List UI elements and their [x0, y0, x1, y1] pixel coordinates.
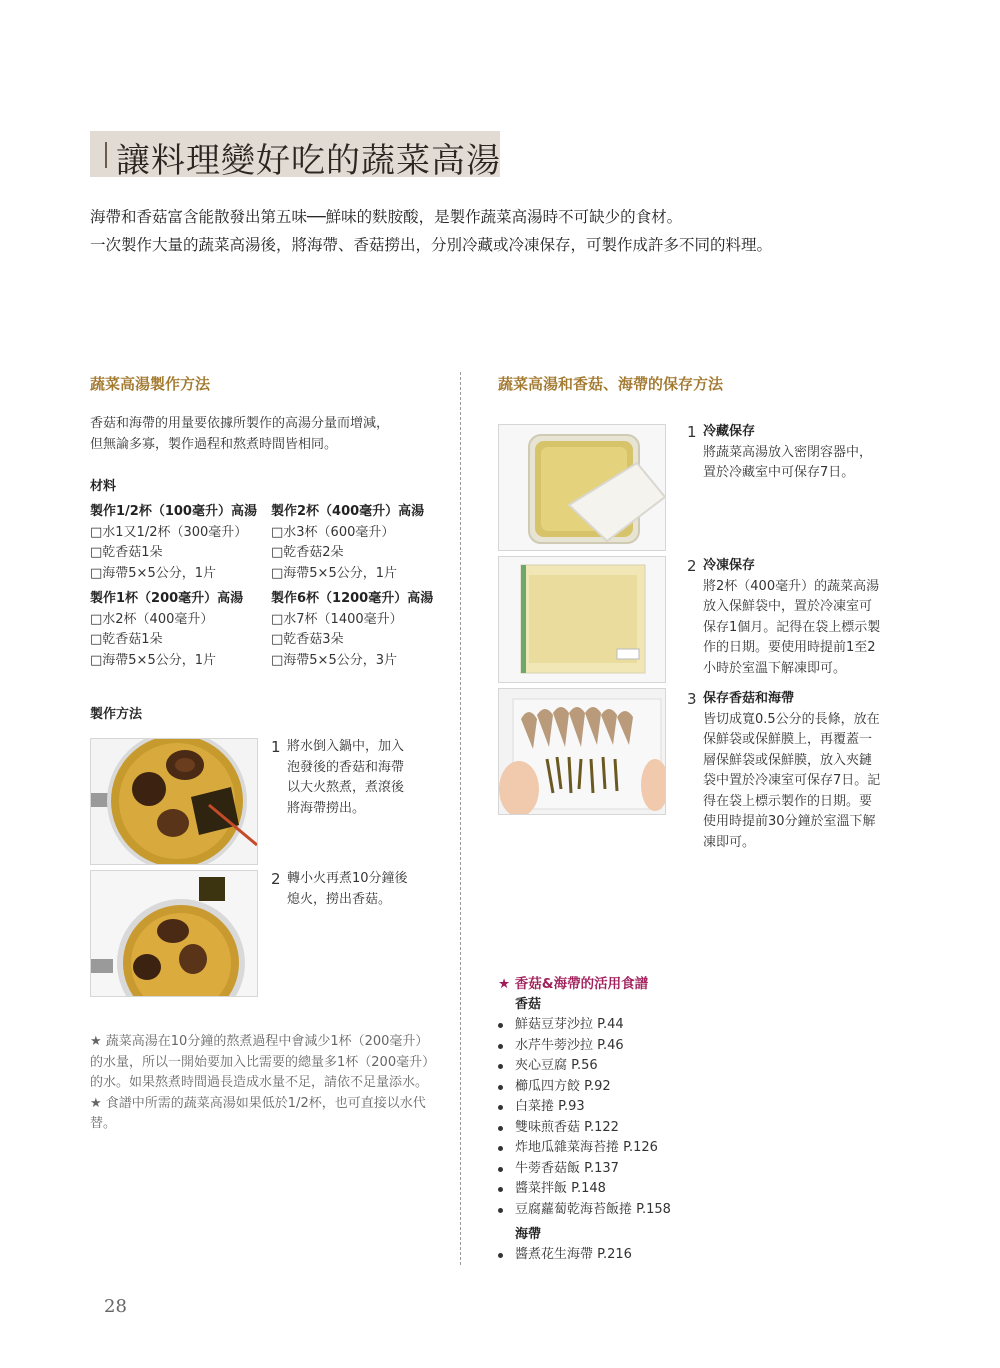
material-item: □海帶5×5公分，3片	[271, 652, 397, 668]
item-line: 袋中置於冷凍室可保存7日。記	[703, 773, 881, 788]
step-line: 將海帶撈出。	[287, 800, 366, 816]
step1-text	[287, 737, 404, 819]
item-line: 凍即可。	[703, 834, 756, 850]
title-banner	[90, 131, 501, 181]
step-number: 2	[271, 870, 281, 888]
item-title: 保存香菇和海帶	[703, 691, 795, 706]
recipe-link: 白菜捲 P.93	[498, 1097, 671, 1118]
kelp-label: 海帶	[515, 1227, 542, 1242]
step-line: 轉小火再煮10分鐘後	[287, 871, 408, 886]
materials-group	[90, 589, 243, 671]
material-item: □水3杯（600毫升）	[271, 524, 395, 540]
group-title: 製作1/2杯（100毫升）高湯	[90, 504, 257, 519]
recipe-link: 櫛瓜四方餃 P.92	[498, 1077, 671, 1098]
item-line: 保鮮袋或保鮮膜上，再覆蓋一	[703, 732, 873, 747]
item-line: 將蔬菜高湯放入密閉容器中，	[703, 444, 873, 460]
recipes-heading: ★ 香菇&海帶的活用食譜	[498, 976, 649, 992]
material-item: □水2杯（400毫升）	[90, 611, 214, 627]
materials-label: 材料	[90, 479, 117, 494]
material-item: □乾香菇1朵	[90, 632, 163, 647]
recipe-link: 炸地瓜雜菜海苔捲 P.126	[498, 1138, 671, 1159]
step-line: 熄火，撈出香菇。	[287, 891, 392, 907]
left-desc	[90, 414, 389, 455]
left-section-heading: 蔬菜高湯製作方法	[90, 375, 211, 393]
material-item: □水7杯（1400毫升）	[271, 611, 403, 627]
recipe-link: 夾心豆腐 P.56	[498, 1056, 671, 1077]
sliced-ingredients-photo	[498, 688, 666, 815]
step2-photo	[90, 870, 258, 997]
material-item: □海帶5×5公分，1片	[90, 652, 216, 668]
material-item: □水1又1/2杯（300毫升）	[90, 524, 248, 540]
recipe-link: 醬菜拌飯 P.148	[498, 1179, 671, 1200]
material-item: □乾香菇2朵	[271, 545, 344, 560]
right-section-heading: 蔬菜高湯和香菇、海帶的保存方法	[498, 375, 724, 393]
item-line: 使用時提前30分鐘於室溫下解	[703, 814, 876, 829]
intro-line-1: 海帶和香菇富含能散發出第五味──鮮味的麩胺酸，是製作蔬菜高湯時不可缺少的食材。	[90, 208, 683, 226]
materials-group	[271, 589, 433, 671]
step-line: 將水倒入鍋中，加入	[287, 739, 405, 754]
item-title: 冷凍保存	[703, 558, 756, 573]
page-title: 讓料理變好吃的蔬菜高湯	[116, 141, 501, 181]
item-number: 2	[687, 557, 697, 575]
item-number: 3	[687, 690, 697, 708]
freezer-bag-photo	[498, 556, 666, 683]
item-title: 冷藏保存	[703, 424, 756, 439]
note-paragraph: ★ 蔬菜高湯在10分鐘的熬煮過程中會減少1杯（200毫升）的水量，所以一開始要加入比需要的總量多1杯（200毫升）的水。如果熬煮時間過長造成水量不足，請依不足量添水。	[90, 1034, 429, 1090]
step2-text	[287, 869, 408, 910]
notes	[90, 1032, 430, 1135]
item-line: 得在袋上標示製作的日期。要	[703, 793, 873, 809]
left-desc-line: 但無論多寡，製作過程和熬煮時間皆相同。	[90, 436, 338, 452]
method-label: 製作方法	[90, 707, 143, 722]
item-line: 皆切成寬0.5公分的長條，放在	[703, 711, 880, 727]
container-photo	[498, 424, 666, 551]
left-desc-line: 香菇和海帶的用量要依據所製作的高湯分量而增減，	[90, 416, 390, 431]
storage-item-1	[703, 422, 872, 484]
note-paragraph: ★ 食譜中所需的蔬菜高湯如果低於1/2杯，也可直接以水代替。	[90, 1095, 426, 1131]
storage-item-2	[703, 556, 880, 679]
title-rule	[105, 142, 107, 168]
item-line: 保存1個月。記得在袋上標示製	[703, 619, 881, 635]
item-line: 小時於室溫下解凍即可。	[703, 660, 847, 676]
step-line: 泡發後的香菇和海帶	[287, 759, 405, 775]
group-title: 製作2杯（400毫升）高湯	[271, 504, 425, 519]
item-number: 1	[687, 423, 697, 441]
recipe-link: 水芹牛蒡沙拉 P.46	[498, 1036, 671, 1057]
item-line: 層保鮮袋或保鮮膜，放入夾鏈	[703, 752, 873, 768]
material-item: □海帶5×5公分，1片	[271, 565, 397, 581]
recipe-link: 雙味煎香菇 P.122	[498, 1118, 671, 1139]
recipe-link: 牛蒡香菇飯 P.137	[498, 1159, 671, 1180]
materials-group	[271, 502, 424, 584]
group-title: 製作1杯（200毫升）高湯	[90, 591, 244, 606]
intro-line-2: 一次製作大量的蔬菜高湯後，將海帶、香菇撈出，分別冷藏或冷凍保存，可製作成許多不同的料理。	[90, 236, 773, 254]
recipe-link: 鮮菇豆芽沙拉 P.44	[498, 1015, 671, 1036]
material-item: □海帶5×5公分，1片	[90, 565, 216, 581]
item-line: 放入保鮮袋中，置於冷凍室可	[703, 599, 873, 614]
recipe-link: 醬煮花生海帶 P.216	[498, 1245, 632, 1266]
materials-group	[90, 502, 257, 584]
item-line: 置於冷藏室中可保存7日。	[703, 465, 855, 480]
item-line: 作的日期。要使用時提前1至2	[703, 640, 876, 655]
step1-photo	[90, 738, 258, 865]
shiitake-label: 香菇	[515, 997, 542, 1012]
storage-item-3	[703, 689, 880, 853]
page-number: 28	[104, 1296, 127, 1317]
group-title: 製作6杯（1200毫升）高湯	[271, 591, 434, 606]
column-divider	[460, 372, 461, 1265]
item-line: 將2杯（400毫升）的蔬菜高湯	[703, 578, 880, 594]
kelp-recipe-list	[498, 1245, 632, 1266]
material-item: □乾香菇3朵	[271, 632, 344, 647]
step-line: 以大火熬煮，煮滾後	[287, 780, 405, 795]
shiitake-recipe-list	[498, 1015, 671, 1220]
step-number: 1	[271, 738, 281, 756]
recipe-link: 豆腐蘿蔔乾海苔飯捲 P.158	[498, 1200, 671, 1221]
material-item: □乾香菇1朵	[90, 545, 163, 560]
